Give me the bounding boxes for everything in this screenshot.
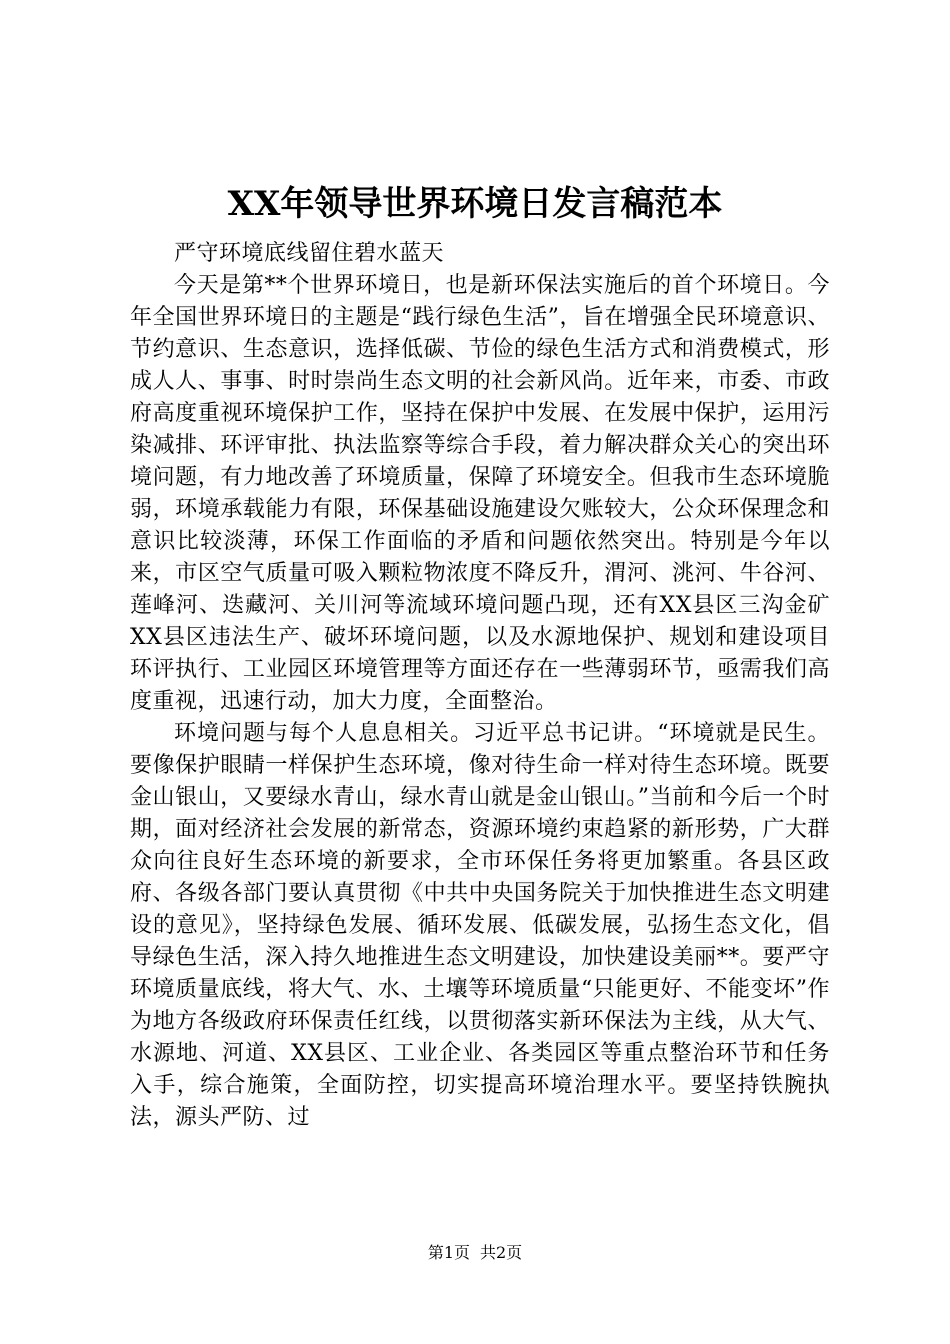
page-total: 共2页 (480, 1243, 523, 1262)
body-paragraph-2: 环境问题与每个人息息相关。习近平总书记讲。“环境就是民生。要像保护眼睛一样保护生态环境，像对待生命一样对待生态环境。既要金山银山，又要绿水青山，绿水青山就是金山银山。”当前和今后一个时期，面对经济社会发展的新常态，资源环境约束趋紧的新形势，广大群众向往良好生态环境的新要求，全市环保任务将更加繁重。各县区政府、各级各部门要认真贯彻《中共中央国务院关于加快推进生态文明建设的意见》，坚持绿色发展、循环发展、低碳发展，弘扬生态文化，倡导绿色生活，深入持久地推进生态文明建设，加快建设美丽**。要严守环境质量底线，将大气、水、土壤等环境质量“只能更好、不能变坏”作为地方各级政府环保责任红线，以贯彻落实新环保法为主线，从大气、水源地、河道、XX县区、工业企业、各类园区等重点整治环节和任务入手，综合施策，全面防控，切实提高环境治理水平。要坚持铁腕执法，源头严防、过 (130, 721, 830, 1130)
page-number: 第1页 (427, 1243, 470, 1262)
subtitle-paragraph: 严守环境底线留住碧水蓝天 (174, 241, 445, 266)
page-footer (0, 1242, 950, 1264)
document-body (130, 238, 830, 1134)
document-title: XX年领导世界环境日发言稿范本 (227, 184, 723, 224)
body-paragraph-1: 今天是第**个世界环境日，也是新环保法实施后的首个环境日。今年全国世界环境日的主题是“践行绿色生活”，旨在增强全民环境意识、节约意识、生态意识，选择低碳、节俭的绿色生活方式和消费模式，形成人人、事事、时时崇尚生态文明的社会新风尚。近年来，市委、市政府高度重视环境保护工作，坚持在保护中发展、在发展中保护，运用污染减排、环评审批、执法监察等综合手段，着力解决群众关心的突出环境问题，有力地改善了环境质量，保障了环境安全。但我市生态环境脆弱，环境承载能力有限，环保基础设施建设欠账较大，公众环保理念和意识比较淡薄，环保工作面临的矛盾和问题依然突出。特别是今年以来，市区空气质量可吸入颗粒物浓度不降反升，渭河、洮河、牛谷河、莲峰河、迭藏河、关川河等流域环境问题凸现，还有XX县区三沟金矿XX县区违法生产、破坏环境问题，以及水源地保护、规划和建设项目环评执行、工业园区环境管理等方面还存在一些薄弱环节，亟需我们高度重视，迅速行动，加大力度，全面整治。 (130, 273, 830, 714)
